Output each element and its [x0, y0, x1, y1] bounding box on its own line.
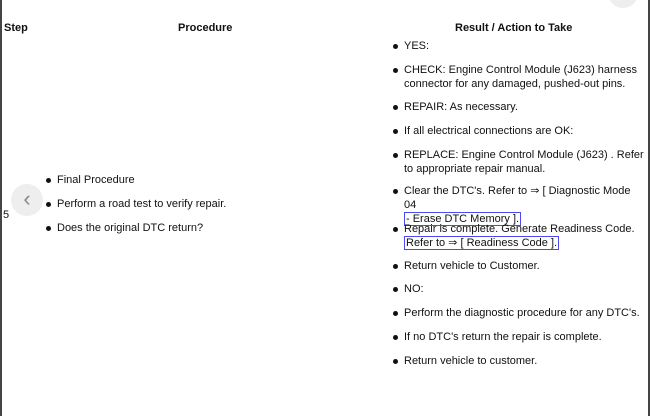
- result-item: Return vehicle to customer.: [404, 354, 644, 368]
- procedure-item: Does the original DTC return?: [57, 222, 204, 234]
- result-item: Perform the diagnostic procedure for any DTC's.: [404, 306, 644, 320]
- readiness-code-link[interactable]: Refer to ⇒ [ Readiness Code ].: [406, 237, 558, 249]
- result-item: Clear the DTC's. Refer to ⇒ [ Diagnostic Mode 04 - Erase DTC Memory ].: [404, 184, 644, 226]
- result-item: CHECK: Engine Control Module (J623) harness connector for any damaged, pushed-out pins.: [404, 63, 644, 91]
- header-procedure: Procedure: [178, 22, 233, 34]
- procedure-item: Perform a road test to verify repair.: [57, 198, 227, 210]
- result-item: Return vehicle to Customer.: [404, 259, 644, 273]
- result-item: YES:: [404, 39, 644, 53]
- header-step: Step: [4, 22, 28, 34]
- erase-dtc-memory-link[interactable]: - Erase DTC Memory ].: [406, 213, 520, 225]
- procedure-item: Final Procedure: [57, 174, 135, 186]
- step-number: 5: [3, 209, 10, 221]
- chevron-left-icon: ‹: [23, 186, 31, 211]
- result-item: Repair is complete. Generate Readiness Code. Refer to ⇒ [ Readiness Code ].: [404, 222, 644, 250]
- result-item: REPAIR: As necessary.: [404, 100, 644, 114]
- result-item: If no DTC's return the repair is complete.: [404, 330, 644, 344]
- header-result: Result / Action to Take: [455, 22, 573, 34]
- result-item: REPLACE: Engine Control Module (J623) . Refer to appropriate repair manual.: [404, 149, 644, 175]
- result-item: If all electrical connections are OK:: [404, 124, 644, 138]
- result-item: NO:: [404, 282, 644, 296]
- prev-page-button[interactable]: [11, 184, 43, 216]
